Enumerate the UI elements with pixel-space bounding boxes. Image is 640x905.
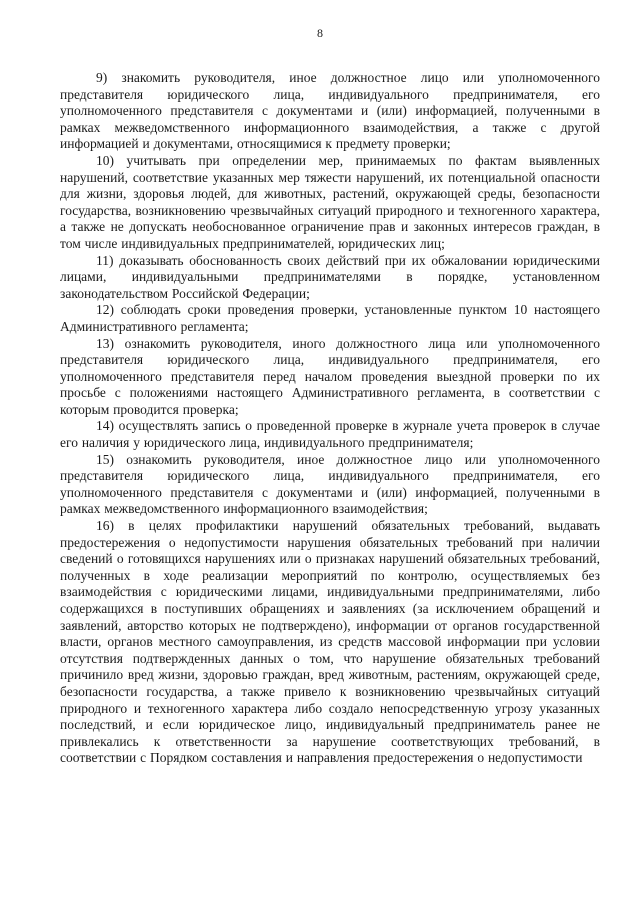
list-item-10: 10) учитывать при определении мер, принимаемых по фактам выявленных нарушений, соответствие указанных мер тяжести нарушений, их потенциальной опасности для жизни, здоровья людей, для животных, растений, окружающей среды, безопасности государства, возникновению чрезвычайных ситуаций природного и техногенного характера, а также не допускать необоснованное ограничение прав и законных интересов граждан, в том числе индивидуальных предпринимателей, юридических лиц; <box>60 152 600 251</box>
list-item-12: 12) соблюдать сроки проведения проверки, установленные пунктом 10 настоящего Административного регламента; <box>60 302 600 334</box>
list-item-13: 13) ознакомить руководителя, иного должностного лица или уполномоченного представителя юридического лица, индивидуального предпринимателя, его уполномоченного представителя перед началом проведения выездной проверки по их просьбе с положениями настоящего Административного регламента, в соответствии с которым проводится проверка; <box>60 335 600 417</box>
page-number: 8 <box>317 26 323 40</box>
document-body <box>60 70 600 767</box>
list-item-9: 9) знакомить руководителя, иное должностное лицо или уполномоченного представителя юридического лица, индивидуального предпринимателя, его уполномоченного представителя с документами и (или) информацией, полученными в рамках межведомственного информационного взаимодействия, а также с другой информацией и документами, относящимися к предмету проверки; <box>60 70 600 152</box>
list-item-16: 16) в целях профилактики нарушений обязательных требований, выдавать предостережения о недопустимости нарушения обязательных требований при наличии сведений о готовящихся нарушениях или о признаках нарушений обязательных требований, полученных в ходе реализации мероприятий по контролю, осуществляемых без взаимодействия с юридическими лицами, индивидуальными предпринимателями, либо содержащихся в поступивших обращениях и заявлениях (за исключением обращений и заявлений, авторство которых не подтверждено), информации от органов государственной власти, органов местного самоуправления, из средств массовой информации при условии отсутствия подтвержденных данных о том, что нарушение обязательных требований причинило вред жизни, здоровью граждан, вред животным, растениям, окружающей среде, безопасности государства, а также привело к возникновению чрезвычайных ситуаций природного и техногенного характера либо создало непосредственную угрозу указанных последствий, и если юридическое лицо, индивидуальный предприниматель ранее не привлекались к ответственности за нарушение соответствующих требований, в соответствии с Порядком составления и направления предостережения о недопустимости <box>60 518 600 766</box>
list-item-14: 14) осуществлять запись о проведенной проверке в журнале учета проверок в случае его наличия у юридического лица, индивидуального предпринимателя; <box>60 418 600 451</box>
list-item-15: 15) ознакомить руководителя, иное должностное лицо или уполномоченного представителя юридического лица, индивидуального предпринимателя, его уполномоченного представителя с документами и (или) информацией, полученными в рамках межведомственного информационного взаимодействия; <box>60 451 600 517</box>
list-item-11: 11) доказывать обоснованность своих действий при их обжаловании юридическими лицами, индивидуальными предпринимателями в порядке, установленном законодательством Российской Федерации; <box>60 252 600 301</box>
